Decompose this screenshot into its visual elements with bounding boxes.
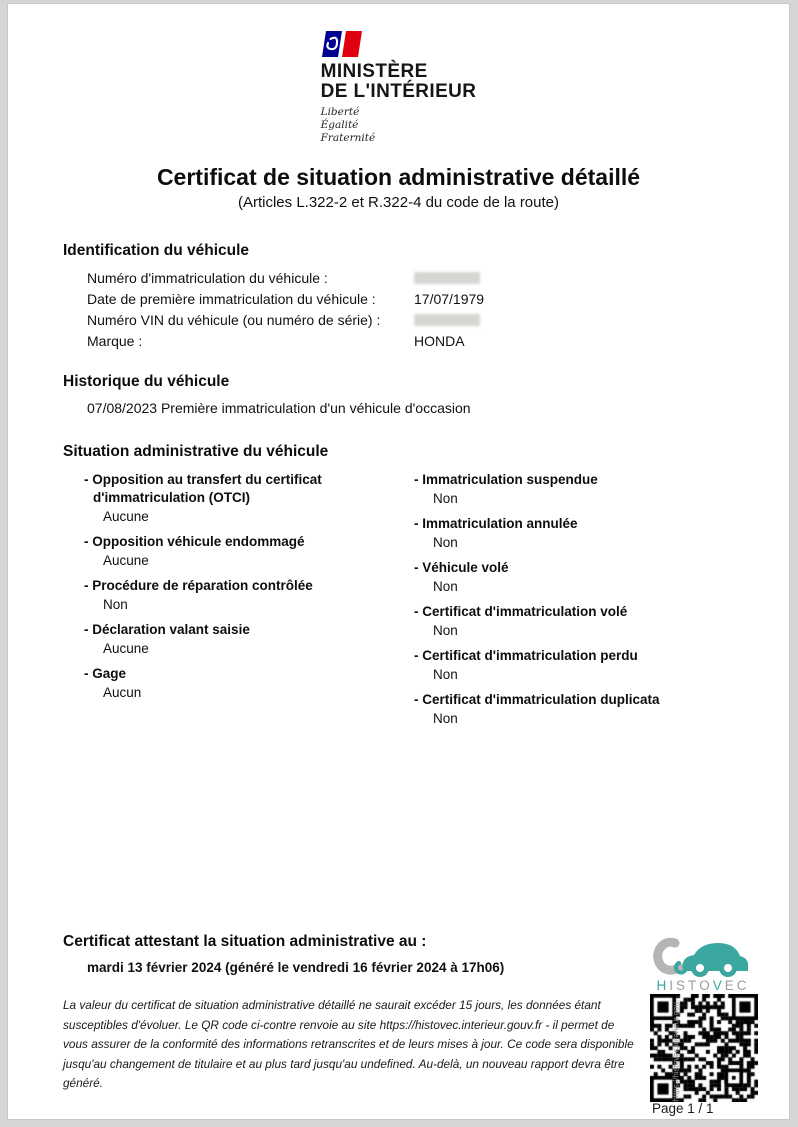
document-title: Certificat de situation administrative détaillé <box>156 163 641 190</box>
ministry-logo-block <box>321 30 477 145</box>
situation-item-value: Non <box>433 534 458 550</box>
situation-item <box>63 621 393 658</box>
situation-item <box>63 471 393 526</box>
certificate-page <box>8 4 789 1119</box>
section-history <box>63 373 741 418</box>
identification-heading: Identification du véhicule <box>63 241 250 259</box>
situation-item-label: - Immatriculation suspendue <box>414 471 598 487</box>
situation-item <box>393 691 741 728</box>
ministry-name: MINISTÈRE DE L'INTÉRIEUR <box>320 61 477 102</box>
situation-item-label: - Gage <box>84 665 127 681</box>
histovec-letter: C <box>736 978 750 993</box>
situation-item-value: Non <box>433 710 458 726</box>
history-entries <box>63 399 741 418</box>
identification-value <box>414 268 480 290</box>
situation-item-label: - Déclaration valant saisie <box>84 621 250 637</box>
identification-rows <box>63 268 741 352</box>
histovec-letter: I <box>669 978 676 993</box>
histovec-letter: S <box>675 978 688 993</box>
histovec-wordmark <box>648 978 758 993</box>
section-identification <box>63 242 741 352</box>
situation-item-value: Aucune <box>103 552 149 568</box>
situation-item <box>393 647 741 684</box>
situation-item-label: - Opposition au transfert du certificat d'immatriculation (OTCI) <box>84 471 322 505</box>
situation-item-label: - Certificat d'immatriculation perdu <box>414 647 638 663</box>
situation-left-column <box>63 471 393 735</box>
histovec-letter: V <box>712 978 725 993</box>
situation-item-value: Non <box>433 490 458 506</box>
document-subtitle: (Articles L.322-2 et R.322-4 du code de la route) <box>237 193 559 211</box>
identification-row <box>87 331 741 352</box>
situation-item-value: Non <box>433 578 458 594</box>
situation-item <box>393 515 741 552</box>
situation-item <box>63 533 393 570</box>
identification-label: Numéro d'immatriculation du véhicule : <box>87 269 328 286</box>
identification-row <box>87 289 741 310</box>
histovec-letter: T <box>687 978 700 993</box>
situation-item-value: Non <box>103 596 128 612</box>
situation-item <box>393 559 741 596</box>
attestation-disclaimer: La valeur du certificat de situation administrative détaillé ne saurait excéder 15 jours, les données étant susceptibles d'évoluer. Le QR code ci-contre renvoie au site https://histovec.interieur.gouv.fr - il permet de vous assurer de la conformité des informations retranscrites et de leurs mises à jour. Ce code sera disponible jusqu'au changement de titulaire et au plus tard jusqu'au undefined. Au-delà, un nouveau rapport devra être généré. <box>63 998 634 1090</box>
situation-item-label: - Véhicule volé <box>414 559 509 575</box>
situation-item-label: - Opposition véhicule endommagé <box>84 533 305 549</box>
identification-value: HONDA <box>414 332 465 349</box>
redacted-value <box>414 272 480 284</box>
situation-item-label: - Certificat d'immatriculation volé <box>414 603 628 619</box>
situation-item <box>393 603 741 640</box>
identification-label: Date de première immatriculation du véhicule : <box>87 290 376 307</box>
french-flag-icon <box>321 30 363 58</box>
histovec-logo <box>648 933 758 993</box>
qr-side-url: https://histovec.interieur.gou... <box>671 994 681 1102</box>
attestation-heading: Certificat attestant la situation administrative au : <box>63 933 427 950</box>
attestation-date: mardi 13 février 2024 (généré le vendredi 16 février 2024 à 17h06) <box>87 960 505 975</box>
identification-row <box>87 268 741 289</box>
identification-label: Numéro VIN du véhicule (ou numéro de série) : <box>87 311 381 328</box>
identification-value: 17/07/1979 <box>414 290 485 307</box>
identification-value <box>414 310 480 332</box>
situation-item-label: - Immatriculation annulée <box>414 515 578 531</box>
situation-item <box>393 471 741 508</box>
histovec-car-icon <box>653 933 753 977</box>
histovec-letter: H <box>656 978 670 993</box>
situation-item-value: Non <box>433 622 458 638</box>
situation-item-value: Aucune <box>103 508 149 524</box>
histovec-letter: O <box>699 978 713 993</box>
situation-item-label: - Procédure de réparation contrôlée <box>84 577 313 593</box>
situation-item <box>63 665 393 702</box>
identification-label: Marque : <box>87 332 143 349</box>
identification-row <box>87 310 741 331</box>
section-attestation <box>63 933 653 1094</box>
page-indicator: Page 1 / 1 <box>652 1101 714 1116</box>
situation-heading: Situation administrative du véhicule <box>63 442 329 460</box>
histovec-letter: E <box>724 978 737 993</box>
situation-item-value: Aucune <box>103 640 149 656</box>
history-heading: Historique du véhicule <box>63 372 230 390</box>
situation-item-value: Non <box>433 666 458 682</box>
situation-item-label: - Certificat d'immatriculation duplicata <box>414 691 660 707</box>
situation-item-value: Aucun <box>103 684 142 700</box>
ministry-motto: Liberté Égalité Fraternité <box>320 105 376 144</box>
section-situation <box>63 443 741 735</box>
situation-item <box>63 577 393 614</box>
situation-right-column <box>393 471 741 735</box>
redacted-value <box>414 314 480 326</box>
history-entry: 07/08/2023 Première immatriculation d'un véhicule d'occasion <box>87 399 471 416</box>
